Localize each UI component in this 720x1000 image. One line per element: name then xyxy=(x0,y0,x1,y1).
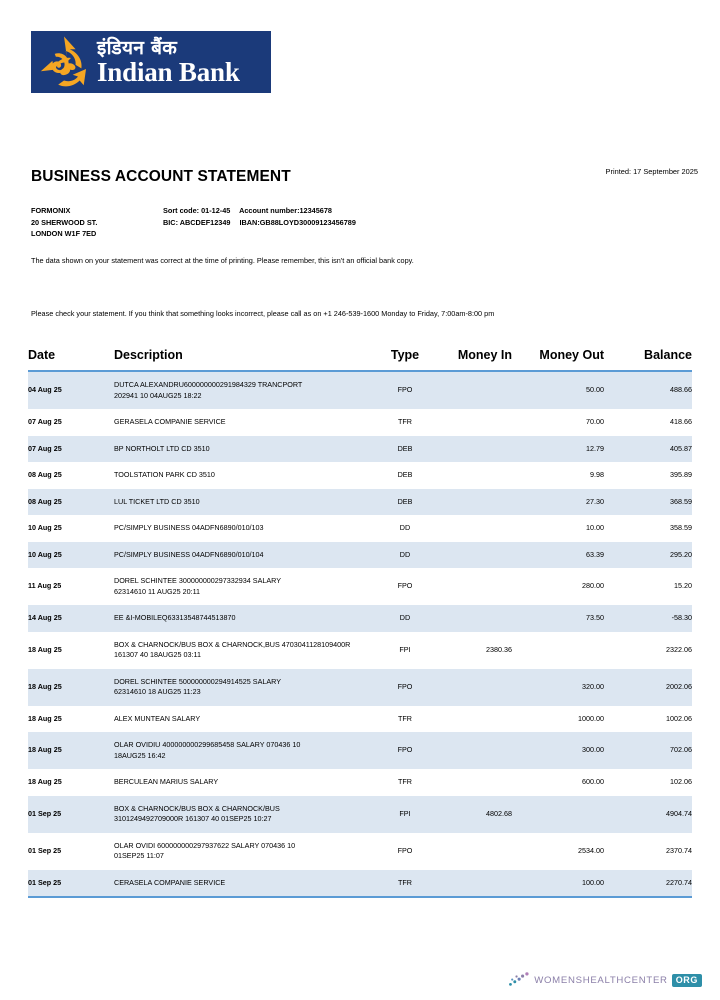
cell-money-out: 300.00 xyxy=(512,732,604,769)
table-row xyxy=(28,833,692,870)
cell-description xyxy=(114,769,376,796)
description-line-1: BOX & CHARNOCK/BUS BOX & CHARNOCK,BUS 4703041128109400R xyxy=(114,639,351,649)
cell-type: FPO xyxy=(397,581,413,591)
description-line-2: 01SEP25 11:07 xyxy=(114,851,164,860)
cell-money-out xyxy=(512,796,604,833)
cell-date: 11 Aug 25 xyxy=(28,581,62,591)
cell-type: DD xyxy=(399,523,411,532)
description-line-1: OLAR OVIDI 600000000297937622 SALARY 070436 10 xyxy=(114,840,296,850)
table-row xyxy=(28,542,692,569)
bic-code: BIC: ABCDEF12349 xyxy=(163,217,231,227)
description-line-1: GERASELA COMPANIE SERVICE xyxy=(114,417,226,426)
table-row xyxy=(28,409,692,436)
cell-type: DEB xyxy=(397,470,413,479)
cell-type: TFR xyxy=(398,417,412,426)
cell-date: 18 Aug 25 xyxy=(28,713,62,723)
description-line-1: LUL TICKET LTD CD 3510 xyxy=(114,496,200,506)
cell-type: TFR xyxy=(376,870,434,897)
cell-balance: 1002.06 xyxy=(666,713,692,723)
cell-type: DD xyxy=(376,542,434,569)
cell-balance: 102.06 xyxy=(670,777,692,786)
cell-money-in xyxy=(434,409,512,436)
cell-balance: 418.66 xyxy=(670,417,692,426)
cell-money-in xyxy=(434,605,512,632)
description-line-1: PC/SIMPLY BUSINESS 04ADFN6890/010/103 xyxy=(114,523,264,532)
cell-money-in xyxy=(434,769,512,796)
table-row xyxy=(28,515,692,542)
cell-date: 01 Sep 25 xyxy=(28,845,62,855)
table-row xyxy=(28,462,692,489)
cell-type: DEB xyxy=(376,436,434,463)
cell-date: 08 Aug 25 xyxy=(28,489,114,516)
bank-name-hindi: इंडियन बैंक xyxy=(97,36,178,59)
cell-balance: 702.06 xyxy=(604,732,692,769)
cell-money-out: 320.00 xyxy=(512,669,604,706)
cell-balance: 2370.74 xyxy=(666,845,692,855)
cell-money-out: 73.50 xyxy=(512,605,604,632)
table-header xyxy=(28,348,692,371)
table-row xyxy=(28,870,692,897)
cell-money-in xyxy=(434,436,512,463)
cell-balance: 4904.74 xyxy=(604,796,692,833)
cell-date: 18 Aug 25 xyxy=(28,644,62,654)
cell-balance: 2322.06 xyxy=(666,644,692,654)
cell-date: 10 Aug 25 xyxy=(28,542,114,569)
table-row xyxy=(28,371,692,409)
cell-money-out: 63.39 xyxy=(512,542,604,569)
indian-bank-emblem-icon xyxy=(35,33,93,91)
cell-type: DEB xyxy=(376,489,434,516)
cell-description xyxy=(114,669,376,706)
cell-description xyxy=(114,409,376,436)
cell-type: FPO xyxy=(376,669,434,706)
cell-description xyxy=(114,568,376,605)
printing-disclaimer: The data shown on your statement was correct at the time of printing. Please remember, this isn't an official bank copy. xyxy=(31,256,414,265)
cell-balance: 405.87 xyxy=(604,436,692,463)
column-header-date: Date xyxy=(28,348,114,371)
cell-money-in xyxy=(434,669,512,706)
account-details xyxy=(163,205,356,228)
cell-balance: 15.20 xyxy=(674,581,692,591)
cell-date: 14 Aug 25 xyxy=(28,605,114,632)
description-line-1: CERASELA COMPANIE SERVICE xyxy=(114,877,226,887)
bank-logo-wordmark xyxy=(97,36,240,87)
description-line-1: EE &I-MOBILEQ63313548744513870 xyxy=(114,613,236,622)
cell-money-in xyxy=(434,462,512,489)
table-row xyxy=(28,706,692,733)
description-line-2: 62314610 18 AUG25 11:23 xyxy=(114,687,201,696)
description-line-1: TOOLSTATION PARK CD 3510 xyxy=(114,470,215,479)
description-line-1: BERCULEAN MARIUS SALARY xyxy=(114,777,219,786)
description-line-1: OLAR OVIDIU 400000000299685458 SALARY 070436 10 xyxy=(114,740,301,749)
account-number: Account number:12345678 xyxy=(239,206,332,215)
cell-description xyxy=(114,833,376,870)
cell-balance: 295.20 xyxy=(604,542,692,569)
description-line-2: 161307 40 18AUG25 03:11 xyxy=(114,650,201,659)
cell-money-out: 70.00 xyxy=(586,417,604,426)
customer-name: FORMONIX xyxy=(31,206,71,215)
cell-money-out: 10.00 xyxy=(586,523,604,532)
table-row xyxy=(28,732,692,769)
cell-money-in xyxy=(434,732,512,769)
cell-money-in: 4802.68 xyxy=(434,796,512,833)
description-line-2: 18AUG25 16:42 xyxy=(114,750,166,760)
description-line-2: 62314610 11 AUG25 20:11 xyxy=(114,586,201,596)
cell-balance: 395.89 xyxy=(670,470,692,479)
table-row xyxy=(28,436,692,463)
cell-money-out: 280.00 xyxy=(582,581,604,591)
table-row xyxy=(28,489,692,516)
description-line-1: BP NORTHOLT LTD CD 3510 xyxy=(114,443,210,453)
cell-type: TFR xyxy=(398,777,412,786)
cell-description xyxy=(114,706,376,733)
cell-type: TFR xyxy=(398,713,412,723)
cell-date: 01 Sep 25 xyxy=(28,796,114,833)
cell-money-out: 27.30 xyxy=(512,489,604,516)
account-details-line1 xyxy=(163,205,356,217)
table-row xyxy=(28,769,692,796)
table-bottom-rule xyxy=(28,896,692,898)
cell-description xyxy=(114,632,376,669)
cell-money-in xyxy=(434,371,512,409)
cell-type: FPI xyxy=(399,644,411,654)
cell-date: 04 Aug 25 xyxy=(28,371,114,409)
column-header-money-out: Money Out xyxy=(512,348,604,371)
cell-date: 10 Aug 25 xyxy=(28,523,62,532)
cell-balance: 358.59 xyxy=(670,523,692,532)
cell-description xyxy=(114,436,376,463)
cell-money-out: 9.98 xyxy=(590,470,604,479)
cell-balance: 2270.74 xyxy=(604,870,692,897)
dots-icon xyxy=(507,971,533,989)
description-line-1: DUTCA ALEXANDRU600000000291984329 TRANCPORT xyxy=(114,380,303,389)
bank-name-english: Indian Bank xyxy=(97,56,240,87)
transactions-table xyxy=(28,348,692,896)
cell-money-in xyxy=(434,833,512,870)
description-line-1: DOREL SCHINTEE 300000000297332934 SALARY xyxy=(114,576,282,585)
table-row xyxy=(28,669,692,706)
column-header-type: Type xyxy=(376,348,434,371)
cell-money-in xyxy=(434,706,512,733)
cell-date: 18 Aug 25 xyxy=(28,669,114,706)
cell-description xyxy=(114,542,376,569)
table-row xyxy=(28,796,692,833)
cell-date: 18 Aug 25 xyxy=(28,777,62,786)
cell-type: DD xyxy=(376,605,434,632)
sort-code: Sort code: 01-12-45 xyxy=(163,206,231,215)
cell-type: FPO xyxy=(376,371,434,409)
cell-money-out xyxy=(512,632,604,669)
customer-address xyxy=(31,205,97,240)
cell-money-in xyxy=(434,489,512,516)
description-line-1: DOREL SCHINTEE 500000000294914525 SALARY xyxy=(114,676,282,686)
iban-code: IBAN:GB88LOYD30009123456789 xyxy=(239,217,356,227)
bank-logo xyxy=(31,31,271,93)
footer-brand-suffix: ORG xyxy=(672,974,702,987)
column-header-balance: Balance xyxy=(604,348,692,371)
cell-date: 07 Aug 25 xyxy=(28,417,62,426)
cell-type: FPI xyxy=(376,796,434,833)
page-title: BUSINESS ACCOUNT STATEMENT xyxy=(31,168,291,185)
description-line-2: 202941 10 04AUG25 18:22 xyxy=(114,390,202,400)
cell-type: FPO xyxy=(376,732,434,769)
cell-balance: 488.66 xyxy=(604,371,692,409)
cell-money-out: 2534.00 xyxy=(578,845,604,855)
cell-description xyxy=(114,489,376,516)
cell-date: 18 Aug 25 xyxy=(28,732,114,769)
cell-description xyxy=(114,462,376,489)
cell-balance: 368.59 xyxy=(604,489,692,516)
cell-money-out: 1000.00 xyxy=(578,713,604,723)
cell-money-in: 2380.36 xyxy=(486,644,512,654)
table-row xyxy=(28,632,692,669)
description-line-1: ALEX MUNTEAN SALARY xyxy=(114,713,201,723)
account-details-line2 xyxy=(163,217,356,229)
cell-money-in xyxy=(434,515,512,542)
cell-type: FPO xyxy=(397,845,413,855)
table-row xyxy=(28,605,692,632)
column-header-money-in: Money In xyxy=(434,348,512,371)
cell-description xyxy=(114,605,376,632)
description-line-1: BOX & CHARNOCK/BUS BOX & CHARNOCK/BUS xyxy=(114,803,280,813)
cell-balance: -58.30 xyxy=(604,605,692,632)
cell-money-in xyxy=(434,870,512,897)
table-header-row xyxy=(28,348,692,371)
cell-money-in xyxy=(434,568,512,605)
table-body xyxy=(28,371,692,896)
cell-description xyxy=(114,796,376,833)
description-line-1: PC/SIMPLY BUSINESS 04ADFN6890/010/104 xyxy=(114,549,264,559)
description-line-2: 3101249492709000R 161307 40 01SEP25 10:27 xyxy=(114,814,272,823)
cell-money-in xyxy=(434,542,512,569)
cell-balance: 2002.06 xyxy=(604,669,692,706)
cell-money-out: 600.00 xyxy=(582,777,604,786)
customer-address-line1: 20 SHERWOOD ST. xyxy=(31,217,98,227)
cell-description xyxy=(114,371,376,409)
transactions-table-wrapper xyxy=(28,348,692,898)
printed-date: Printed: 17 September 2025 xyxy=(605,167,698,176)
cell-money-out: 12.79 xyxy=(512,436,604,463)
cell-date: 07 Aug 25 xyxy=(28,436,114,463)
customer-address-line2: LONDON W1F 7ED xyxy=(31,229,97,239)
cell-description xyxy=(114,515,376,542)
column-header-description: Description xyxy=(114,348,376,371)
contact-notice: Please check your statement. If you think that something looks incorrect, please call as on +1 246-539-1600 Monday to Friday, 7:00am-8:00 pm xyxy=(31,309,495,318)
cell-description xyxy=(114,732,376,769)
footer-brand-name: WOMENSHEALTHCENTER xyxy=(534,974,668,986)
footer-brand-logo xyxy=(507,968,702,992)
cell-money-out: 100.00 xyxy=(512,870,604,897)
table-row xyxy=(28,568,692,605)
cell-description xyxy=(114,870,376,897)
cell-date: 01 Sep 25 xyxy=(28,870,114,897)
cell-date: 08 Aug 25 xyxy=(28,470,62,479)
cell-money-out: 50.00 xyxy=(512,371,604,409)
